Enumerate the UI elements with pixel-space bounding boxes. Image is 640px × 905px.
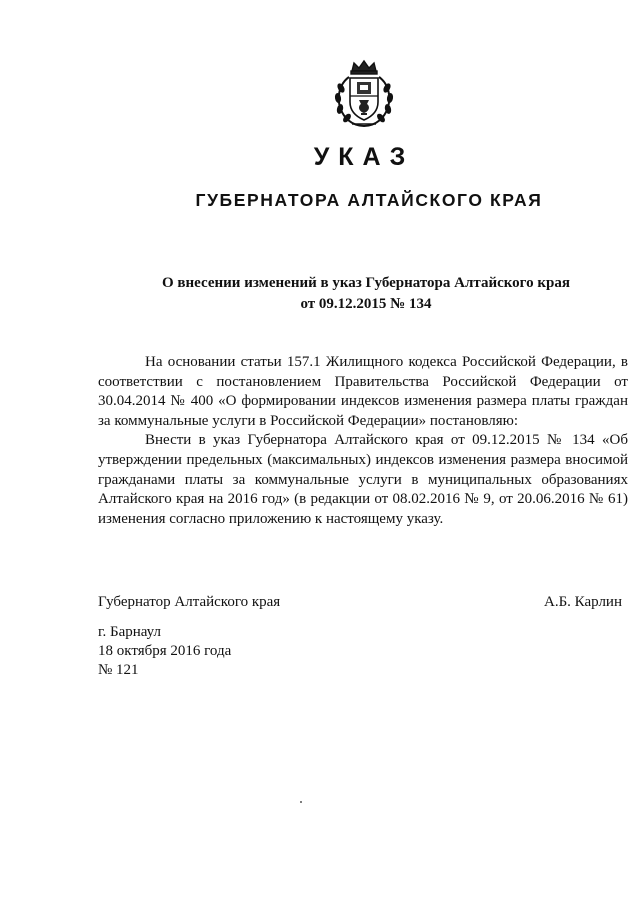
scan-speck (300, 801, 302, 803)
document-title (0, 273, 640, 315)
document-type-heading: УКАЗ (313, 143, 415, 171)
document-city: г. Барнаул (98, 624, 161, 640)
document-date: 18 октября 2016 года (98, 643, 232, 659)
document-body (98, 353, 628, 529)
title-line-2: от 09.12.2015 № 134 (300, 296, 432, 312)
signatory-name: А.Б. Карлин (543, 594, 622, 610)
issuer-heading: ГУБЕРНАТОРА АЛТАЙСКОГО КРАЯ (195, 190, 543, 210)
title-line-1: О внесении изменений в указ Губернатора Алтайского края (162, 275, 570, 291)
document-meta (98, 623, 231, 680)
document-number: № 121 (98, 662, 139, 678)
signature-block (98, 592, 622, 612)
body-paragraph-2: Внести в указ Губернатора Алтайского края от 09.12.2015 № 134 «Об утверждении предельных (максимальных) индексов изменения размера вносимой гражданами платы за коммунальные услуги в муниципальных образованиях Алтайского края на 2016 год» (в редакции от 08.02.2016 № 9, от 20.06.2016 № 61) изменения согласно приложению к настоящему указу. (98, 432, 628, 527)
signatory-position: Губернатор Алтайского края (98, 594, 281, 610)
altai-krai-coat-of-arms-icon (330, 58, 398, 130)
body-paragraph-1: На основании статьи 157.1 Жилищного кодекса Российской Федерации, в соответствии с постановлением Правительства Российской Федерации от 30.04.2014 № 400 «О формировании индексов изменения размера платы граждан за коммунальные услуги в Российской Федерации» постановляю: (98, 354, 628, 429)
